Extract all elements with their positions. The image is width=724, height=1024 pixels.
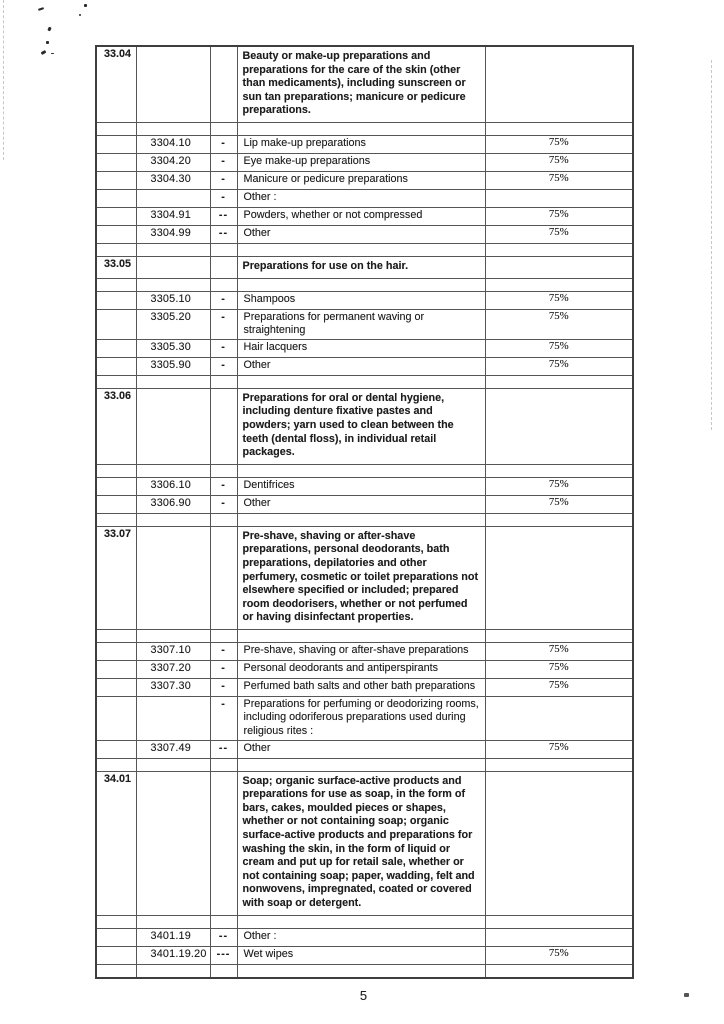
- spacer-row: [96, 758, 633, 771]
- subheading-code-cell: 3305.30: [136, 339, 210, 357]
- spacer-row: [96, 964, 633, 978]
- heading-row: [96, 526, 633, 629]
- rate-cell: 75%: [485, 207, 633, 225]
- scan-edge-artifact-right: [711, 60, 713, 430]
- item-row: [96, 740, 633, 758]
- rate-cell: [485, 375, 633, 388]
- ink-speck: [41, 50, 47, 55]
- item-row: [96, 207, 633, 225]
- description-cell: Preparations for permanent waving or straightening: [237, 309, 485, 339]
- subheading-code-cell: [136, 278, 210, 291]
- description-cell: [237, 629, 485, 642]
- item-row: [96, 189, 633, 207]
- item-row: [96, 153, 633, 171]
- subheading-code-cell: [136, 513, 210, 526]
- heading-code-cell: [96, 243, 136, 256]
- subheading-code-cell: [136, 189, 210, 207]
- spacer-row: [96, 375, 633, 388]
- page-number: 5: [359, 987, 368, 1003]
- subheading-code-cell: 3304.10: [136, 135, 210, 153]
- rate-cell: [485, 758, 633, 771]
- heading-code-cell: [96, 495, 136, 513]
- heading-code-cell: [96, 758, 136, 771]
- rate-cell: [485, 189, 633, 207]
- description-cell: [237, 243, 485, 256]
- subheading-code-cell: 3305.10: [136, 291, 210, 309]
- heading-code-cell: [96, 207, 136, 225]
- rate-cell: [485, 513, 633, 526]
- subheading-code-cell: 3304.99: [136, 225, 210, 243]
- heading-code-cell: 33.05: [96, 256, 136, 278]
- description-cell: Other: [237, 740, 485, 758]
- rate-cell: [485, 464, 633, 477]
- description-cell: [237, 964, 485, 978]
- description-cell: Pre-shave, shaving or after-shave preparations, personal deodorants, bath preparations, depilatories and other perfumery, cosmetic or toilet preparations not elsewhere specified or included; prepared room deodorisers, whether or not perfumed or having disinfectant properties.: [237, 526, 485, 629]
- heading-row: [96, 388, 633, 464]
- heading-code-cell: [96, 928, 136, 946]
- spacer-row: [96, 629, 633, 642]
- dash-level-cell: [210, 375, 237, 388]
- document-sheet: [95, 45, 632, 1003]
- rate-cell: 75%: [485, 477, 633, 495]
- heading-code-cell: [96, 629, 136, 642]
- dash-level-cell: -: [210, 642, 237, 660]
- description-cell: Hair lacquers: [237, 339, 485, 357]
- rate-cell: [485, 243, 633, 256]
- ink-speck: [46, 41, 49, 44]
- rate-cell: 75%: [485, 740, 633, 758]
- description-cell: [237, 464, 485, 477]
- item-row: [96, 309, 633, 339]
- ink-speck: [684, 993, 689, 997]
- scan-edge-artifact-left: [3, 0, 5, 160]
- dash-level-cell: -: [210, 678, 237, 696]
- description-cell: Other :: [237, 928, 485, 946]
- dash-level-cell: -: [210, 135, 237, 153]
- subheading-code-cell: 3307.20: [136, 660, 210, 678]
- dash-level-cell: -: [210, 291, 237, 309]
- tariff-table-body: [96, 46, 633, 978]
- subheading-code-cell: 3304.30: [136, 171, 210, 189]
- heading-code-cell: [96, 309, 136, 339]
- dash-level-cell: [210, 526, 237, 629]
- subheading-code-cell: 3307.49: [136, 740, 210, 758]
- dash-level-cell: [210, 256, 237, 278]
- subheading-code-cell: [136, 256, 210, 278]
- subheading-code-cell: 3307.10: [136, 642, 210, 660]
- dash-level-cell: -: [210, 495, 237, 513]
- heading-code-cell: [96, 642, 136, 660]
- item-row: [96, 928, 633, 946]
- rate-cell: 75%: [485, 309, 633, 339]
- dash-level-cell: -: [210, 660, 237, 678]
- spacer-row: [96, 278, 633, 291]
- description-cell: Shampoos: [237, 291, 485, 309]
- dash-level-cell: -: [210, 477, 237, 495]
- ink-speck: [47, 27, 51, 32]
- item-row: [96, 225, 633, 243]
- heading-code-cell: [96, 357, 136, 375]
- rate-cell: [485, 122, 633, 135]
- ink-speck: [38, 7, 44, 11]
- heading-row: [96, 771, 633, 915]
- rate-cell: [485, 928, 633, 946]
- ink-speck: [79, 14, 81, 16]
- description-cell: Eye make-up preparations: [237, 153, 485, 171]
- description-cell: Beauty or make-up preparations and preparations for the care of the skin (other than medicaments), including sunscreen or sun tan preparations; manicure or pedicure preparations.: [237, 46, 485, 122]
- item-row: [96, 339, 633, 357]
- dash-level-cell: -: [210, 153, 237, 171]
- description-cell: Manicure or pedicure preparations: [237, 171, 485, 189]
- description-cell: Other: [237, 495, 485, 513]
- heading-code-cell: [96, 678, 136, 696]
- spacer-row: [96, 464, 633, 477]
- description-cell: Personal deodorants and antiperspirants: [237, 660, 485, 678]
- item-row: [96, 357, 633, 375]
- heading-row: [96, 256, 633, 278]
- rate-cell: 75%: [485, 642, 633, 660]
- dash-level-cell: [210, 758, 237, 771]
- heading-code-cell: [96, 122, 136, 135]
- rate-cell: [485, 526, 633, 629]
- heading-code-cell: [96, 171, 136, 189]
- heading-code-cell: [96, 189, 136, 207]
- heading-code-cell: [96, 339, 136, 357]
- ink-speck: [51, 53, 54, 54]
- dash-level-cell: -: [210, 189, 237, 207]
- item-row: [96, 135, 633, 153]
- dash-level-cell: --: [210, 207, 237, 225]
- dash-level-cell: [210, 122, 237, 135]
- heading-code-cell: [96, 291, 136, 309]
- spacer-row: [96, 513, 633, 526]
- heading-code-cell: [96, 740, 136, 758]
- item-row: [96, 696, 633, 740]
- rate-cell: [485, 771, 633, 915]
- heading-code-cell: [96, 946, 136, 964]
- description-cell: Other :: [237, 189, 485, 207]
- dash-level-cell: [210, 243, 237, 256]
- dash-level-cell: [210, 513, 237, 526]
- rate-cell: [485, 629, 633, 642]
- subheading-code-cell: [136, 243, 210, 256]
- heading-code-cell: 33.04: [96, 46, 136, 122]
- item-row: [96, 495, 633, 513]
- dash-level-cell: -: [210, 339, 237, 357]
- description-cell: Powders, whether or not compressed: [237, 207, 485, 225]
- dash-level-cell: --: [210, 740, 237, 758]
- rate-cell: [485, 696, 633, 740]
- dash-level-cell: [210, 964, 237, 978]
- heading-code-cell: [96, 135, 136, 153]
- subheading-code-cell: [136, 758, 210, 771]
- dash-level-cell: --: [210, 928, 237, 946]
- dash-level-cell: [210, 464, 237, 477]
- rate-cell: [485, 278, 633, 291]
- heading-code-cell: 34.01: [96, 771, 136, 915]
- dash-level-cell: -: [210, 696, 237, 740]
- rate-cell: 75%: [485, 357, 633, 375]
- description-cell: [237, 915, 485, 928]
- item-row: [96, 642, 633, 660]
- heading-code-cell: [96, 464, 136, 477]
- heading-code-cell: [96, 696, 136, 740]
- spacer-row: [96, 243, 633, 256]
- description-cell: [237, 278, 485, 291]
- description-cell: Preparations for use on the hair.: [237, 256, 485, 278]
- subheading-code-cell: [136, 122, 210, 135]
- heading-code-cell: [96, 915, 136, 928]
- description-cell: [237, 513, 485, 526]
- dash-level-cell: --: [210, 225, 237, 243]
- rate-cell: 75%: [485, 495, 633, 513]
- rate-cell: [485, 915, 633, 928]
- rate-cell: 75%: [485, 946, 633, 964]
- dash-level-cell: [210, 278, 237, 291]
- item-row: [96, 477, 633, 495]
- heading-row: [96, 46, 633, 122]
- description-cell: Other: [237, 357, 485, 375]
- heading-code-cell: 33.07: [96, 526, 136, 629]
- subheading-code-cell: [136, 388, 210, 464]
- dash-level-cell: -: [210, 357, 237, 375]
- subheading-code-cell: [136, 464, 210, 477]
- rate-cell: 75%: [485, 660, 633, 678]
- subheading-code-cell: 3304.91: [136, 207, 210, 225]
- dash-level-cell: [210, 388, 237, 464]
- description-cell: Dentifrices: [237, 477, 485, 495]
- subheading-code-cell: [136, 964, 210, 978]
- subheading-code-cell: [136, 46, 210, 122]
- subheading-code-cell: [136, 375, 210, 388]
- rate-cell: [485, 964, 633, 978]
- heading-code-cell: [96, 278, 136, 291]
- rate-cell: 75%: [485, 291, 633, 309]
- spacer-row: [96, 915, 633, 928]
- description-cell: Preparations for perfuming or deodorizing rooms, including odoriferous preparations used during religious rites :: [237, 696, 485, 740]
- subheading-code-cell: [136, 696, 210, 740]
- rate-cell: [485, 388, 633, 464]
- item-row: [96, 678, 633, 696]
- subheading-code-cell: 3401.19: [136, 928, 210, 946]
- item-row: [96, 660, 633, 678]
- description-cell: Perfumed bath salts and other bath preparations: [237, 678, 485, 696]
- subheading-code-cell: 3304.20: [136, 153, 210, 171]
- rate-cell: 75%: [485, 678, 633, 696]
- rate-cell: 75%: [485, 171, 633, 189]
- heading-code-cell: [96, 660, 136, 678]
- subheading-code-cell: 3305.20: [136, 309, 210, 339]
- rate-cell: 75%: [485, 339, 633, 357]
- item-row: [96, 171, 633, 189]
- description-cell: Pre-shave, shaving or after-shave preparations: [237, 642, 485, 660]
- heading-code-cell: [96, 477, 136, 495]
- subheading-code-cell: [136, 771, 210, 915]
- dash-level-cell: ---: [210, 946, 237, 964]
- description-cell: Preparations for oral or dental hygiene, including denture fixative pastes and powders; yarn used to clean between the teeth (dental floss), in individual retail packages.: [237, 388, 485, 464]
- tariff-schedule-table: [95, 45, 634, 979]
- description-cell: Soap; organic surface-active products and preparations for use as soap, in the form of bars, cakes, moulded pieces or shapes, whether or not containing soap; organic surface-active products and preparations for washing the skin, in the form of liquid or cream and put up for retail sale, whether or not containing soap; paper, wadding, felt and nonwovens, impregnated, coated or covered with soap or detergent.: [237, 771, 485, 915]
- spacer-row: [96, 122, 633, 135]
- rate-cell: 75%: [485, 225, 633, 243]
- subheading-code-cell: [136, 526, 210, 629]
- heading-code-cell: [96, 513, 136, 526]
- heading-code-cell: [96, 375, 136, 388]
- description-cell: Other: [237, 225, 485, 243]
- description-cell: Lip make-up preparations: [237, 135, 485, 153]
- description-cell: [237, 122, 485, 135]
- heading-code-cell: [96, 153, 136, 171]
- rate-cell: [485, 46, 633, 122]
- subheading-code-cell: 3305.90: [136, 357, 210, 375]
- rate-cell: 75%: [485, 153, 633, 171]
- dash-level-cell: [210, 629, 237, 642]
- subheading-code-cell: [136, 915, 210, 928]
- description-cell: [237, 758, 485, 771]
- heading-code-cell: [96, 964, 136, 978]
- heading-code-cell: 33.06: [96, 388, 136, 464]
- rate-cell: 75%: [485, 135, 633, 153]
- item-row: [96, 291, 633, 309]
- subheading-code-cell: 3401.19.20: [136, 946, 210, 964]
- subheading-code-cell: 3307.30: [136, 678, 210, 696]
- description-cell: Wet wipes: [237, 946, 485, 964]
- dash-level-cell: -: [210, 171, 237, 189]
- subheading-code-cell: [136, 629, 210, 642]
- heading-code-cell: [96, 225, 136, 243]
- subheading-code-cell: 3306.90: [136, 495, 210, 513]
- item-row: [96, 946, 633, 964]
- rate-cell: [485, 256, 633, 278]
- subheading-code-cell: 3306.10: [136, 477, 210, 495]
- ink-speck: [84, 4, 87, 7]
- dash-level-cell: [210, 771, 237, 915]
- description-cell: [237, 375, 485, 388]
- dash-level-cell: [210, 915, 237, 928]
- dash-level-cell: -: [210, 309, 237, 339]
- dash-level-cell: [210, 46, 237, 122]
